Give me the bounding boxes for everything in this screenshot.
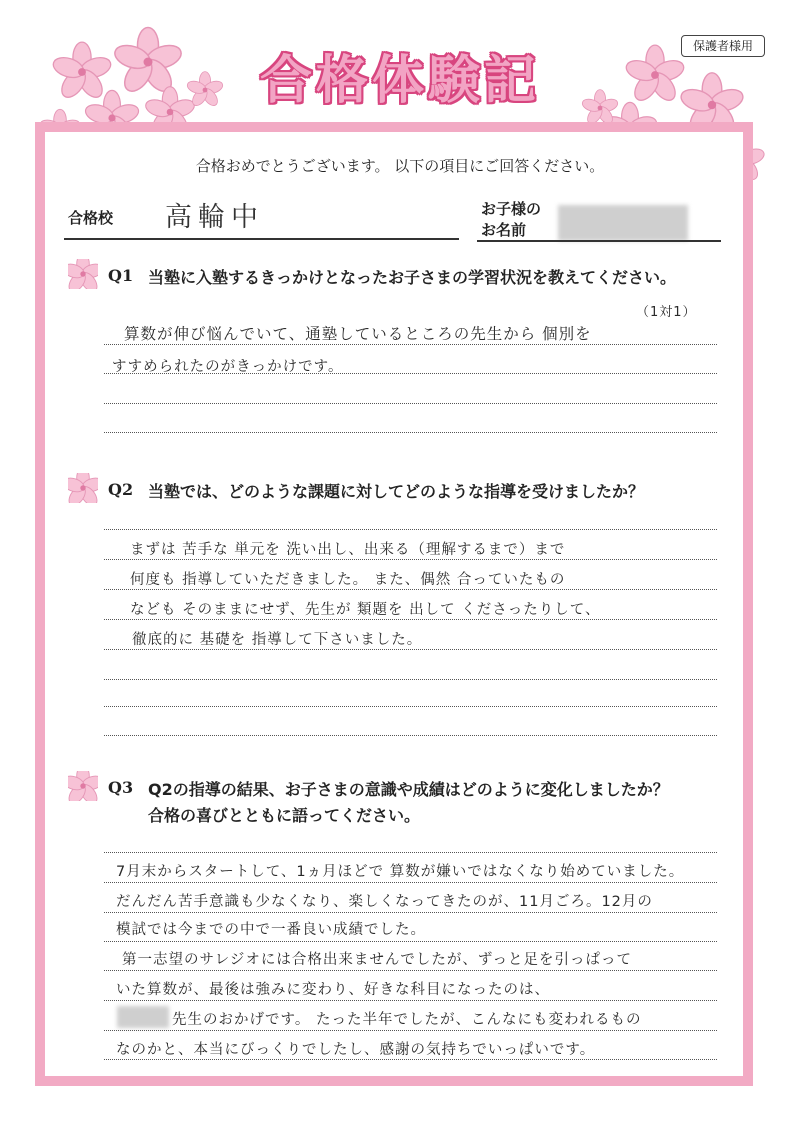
school-value: 高輪中 xyxy=(165,202,264,233)
school-underline xyxy=(64,238,459,240)
q2-rule-2 xyxy=(104,559,717,560)
q2-answer-line-1: まずは 苦手な 単元を 洗い出し、出来る（理解するまで）まで xyxy=(130,542,566,558)
q3-rule-1 xyxy=(104,852,717,853)
q3-rule-6 xyxy=(104,1000,717,1001)
q1-rule-2 xyxy=(104,373,717,374)
q1-number: Q1 xyxy=(108,266,134,285)
q3-rule-7 xyxy=(104,1030,717,1031)
q1-rule-1 xyxy=(104,344,717,345)
q3-answer-line-7: なのかと、本当にびっくりでしたし、感謝の気持ちでいっぱいです。 xyxy=(116,1042,596,1058)
q3-answer-line-3: 模試では今までの中で一番良い成績でした。 xyxy=(116,922,426,938)
q1-rule-3 xyxy=(104,403,717,404)
q1-flower-icon xyxy=(68,259,98,289)
q3-rule-2 xyxy=(104,882,717,883)
q3-answer-line-6: 先生のおかげです。 たった半年でしたが、こんなにも変われるもの xyxy=(172,1012,642,1028)
q3-answer-line-2: だんだん苦手意識も少なくなり、楽しくなってきたのが、11月ごろ。12月の xyxy=(116,894,653,910)
q3-question: Q2の指導の結果、お子さまの意識や成績はどのように変化しましたか？ xyxy=(148,780,669,799)
q1-answer-line-1: 算数が伸び悩んでいて、通塾しているところの先生から 個別を xyxy=(124,325,592,343)
child-name-label-1: お子様の xyxy=(481,200,542,218)
parent-version-badge: 保護者様用 xyxy=(681,35,765,57)
q1-question: 当塾に入塾するきっかけとなったお子さまの学習状況を教えてください。 xyxy=(148,268,677,287)
redacted-name xyxy=(558,205,688,241)
q2-rule-8 xyxy=(104,735,717,736)
q2-number: Q2 xyxy=(108,480,134,499)
child-name-label-2: お名前 xyxy=(481,221,527,239)
q3-rule-3 xyxy=(104,912,717,913)
q2-rule-6 xyxy=(104,679,717,680)
q2-answer-line-2: 何度も 指導していただきました。 また、偶然 合っていたもの xyxy=(130,572,566,588)
q1-note: （1対1） xyxy=(636,305,697,320)
q2-rule-1 xyxy=(104,529,717,530)
q2-answer-line-4: 徹底的に 基礎を 指導して下さいました。 xyxy=(132,632,423,648)
q3-rule-8 xyxy=(104,1059,717,1060)
q2-answer-line-3: なども そのままにせず、先生が 類題を 出して くださったりして、 xyxy=(130,602,601,618)
q2-rule-4 xyxy=(104,619,717,620)
redacted-teacher-name xyxy=(117,1006,169,1028)
q3-answer-line-4: 第一志望のサレジオには合格出来ませんでしたが、ずっと足を引っぱって xyxy=(122,952,632,968)
q3-answer-line-1: 7月末からスタートして、1ヵ月ほどで 算数が嫌いではなくなり始めていました。 xyxy=(116,864,685,880)
name-underline xyxy=(477,240,721,242)
q3-rule-4 xyxy=(104,941,717,942)
q2-rule-3 xyxy=(104,589,717,590)
q3-question-2: 合格の喜びとともに語ってください。 xyxy=(148,806,421,825)
q3-rule-5 xyxy=(104,970,717,971)
q3-number: Q3 xyxy=(108,778,134,797)
q1-rule-4 xyxy=(104,432,717,433)
school-label: 合格校 xyxy=(68,209,114,227)
q3-answer-line-5: いた算数が、最後は強みに変わり、好きな科目になったのは、 xyxy=(116,982,550,998)
page-title: 合格体験記 xyxy=(259,50,540,111)
q1-answer-line-2: すすめられたのがきっかけです。 xyxy=(112,359,344,375)
q3-flower-icon xyxy=(68,771,98,801)
q2-rule-5 xyxy=(104,649,717,650)
intro-text: 合格おめでとうございます。 以下の項目にご回答ください。 xyxy=(195,157,605,175)
q2-question: 当塾では、どのような課題に対してどのような指導を受けましたか？ xyxy=(148,482,645,501)
q2-rule-7 xyxy=(104,706,717,707)
q2-flower-icon xyxy=(68,473,98,503)
